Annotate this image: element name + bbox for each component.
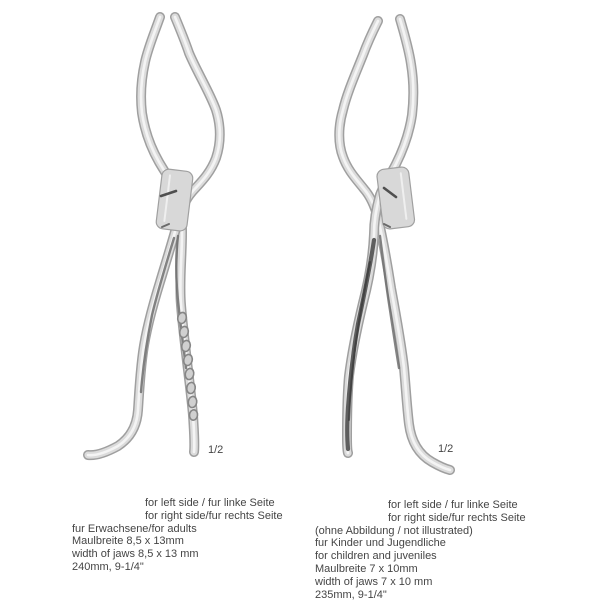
caption-line: (ohne Abbildung / not illustrated) <box>315 524 473 537</box>
forceps-figure-left <box>88 17 220 455</box>
forceps-figure-right <box>339 19 450 470</box>
caption-line: Maulbreite 7 x 10mm <box>315 562 418 575</box>
caption-line: 235mm, 9-1/4" <box>315 588 387 600</box>
scale-label-left: 1/2 <box>208 444 224 456</box>
caption-line: 240mm, 9-1/4" <box>72 560 144 573</box>
caption-block-left <box>72 497 283 574</box>
caption-line: for left side / fur linke Seite <box>145 497 275 509</box>
caption-line: width of jaws 7 x 10 mm <box>315 575 433 588</box>
caption-line: for left side / fur linke Seite <box>388 499 518 511</box>
caption-line: width of jaws 8,5 x 13 mm <box>72 548 199 561</box>
caption-line: fur Erwachsene/for adults <box>72 522 197 535</box>
caption-line: for right side/fur rechts Seite <box>145 509 283 522</box>
scale-label-right: 1/2 <box>438 443 454 455</box>
left-forceps-hinge <box>155 168 193 231</box>
caption-block-right <box>315 499 526 600</box>
caption-line: for children and juveniles <box>315 550 437 563</box>
caption-line: fur Kinder und Jugendliche <box>315 537 446 550</box>
caption-line: Maulbreite 8,5 x 13mm <box>72 535 184 548</box>
caption-line: for right side/fur rechts Seite <box>388 511 526 524</box>
